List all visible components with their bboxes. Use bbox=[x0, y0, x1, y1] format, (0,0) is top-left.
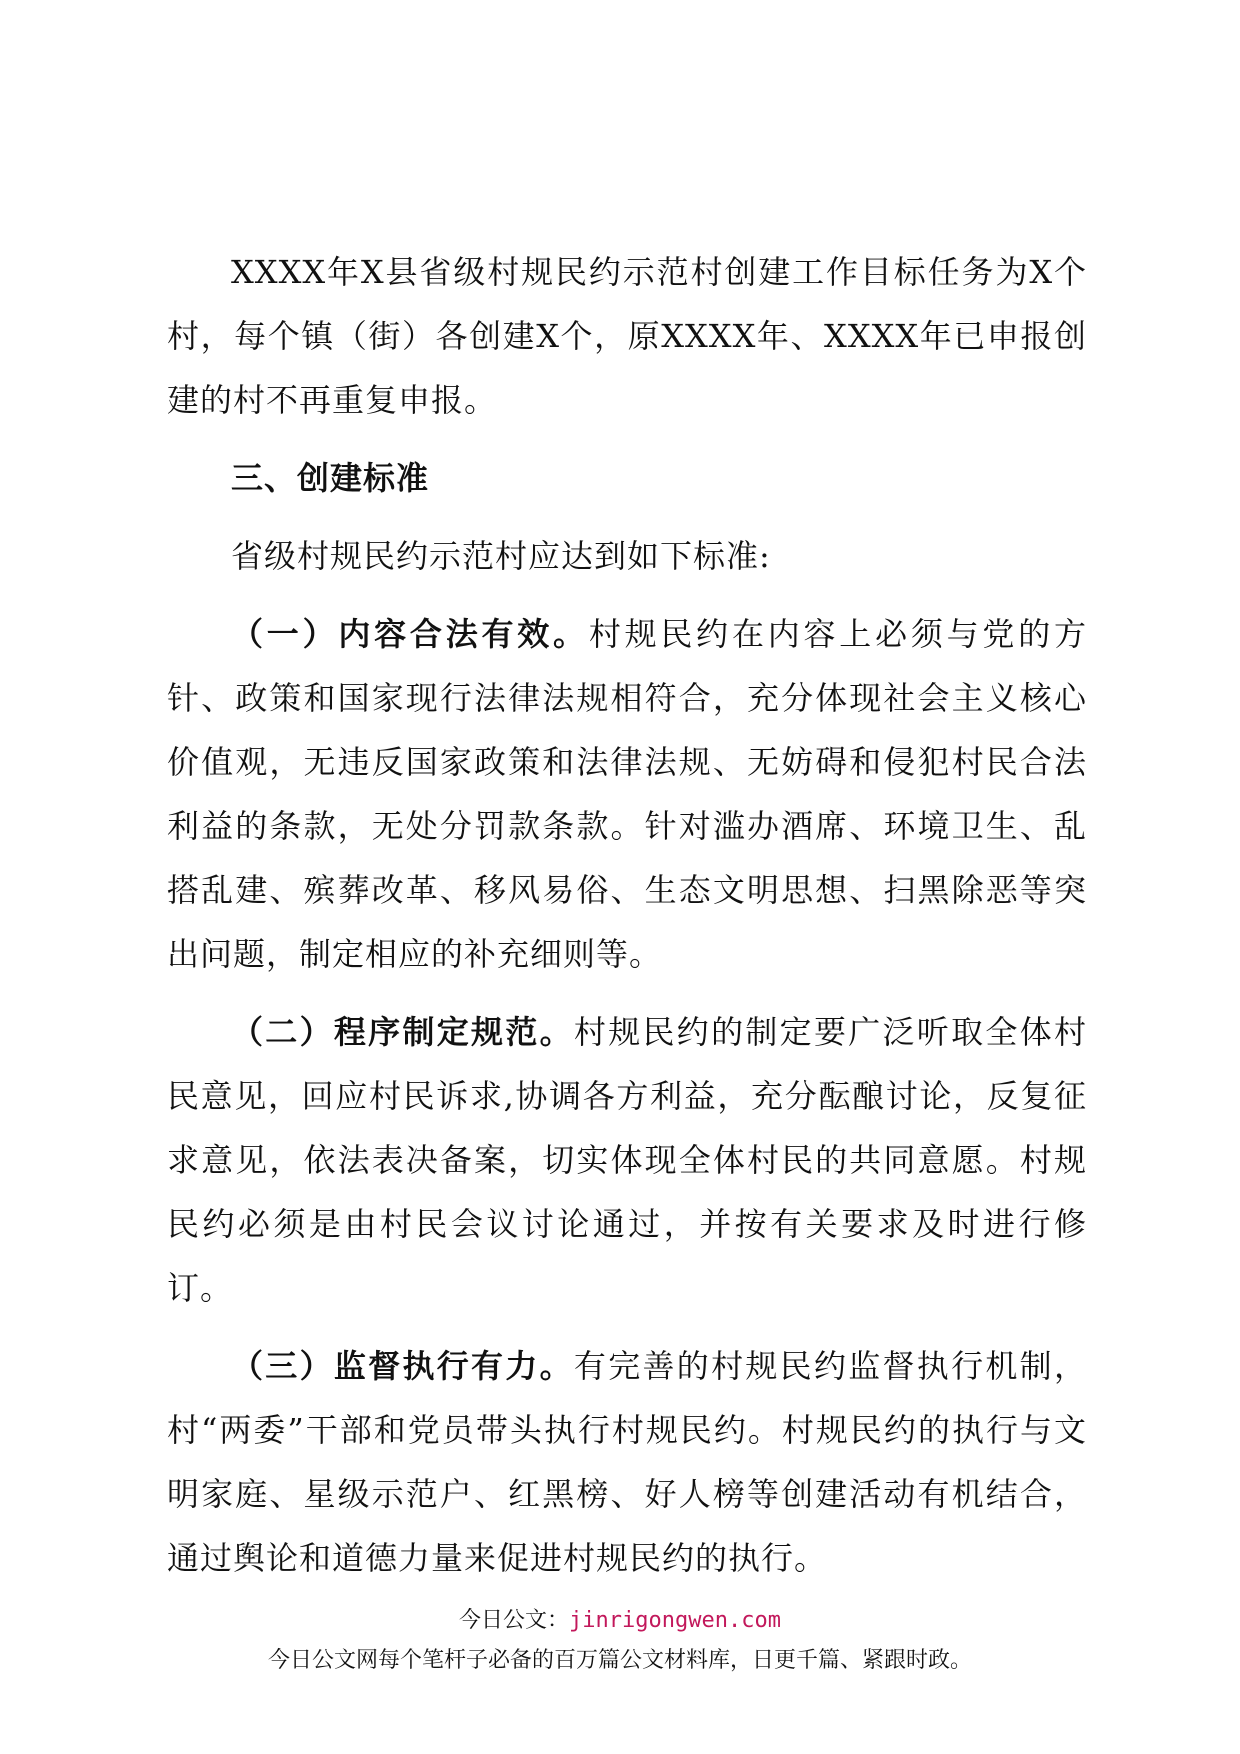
paragraph-lead: （一）内容合法有效。 bbox=[231, 615, 589, 653]
paragraph-standard-3 bbox=[167, 1334, 1087, 1590]
footer-slogan bbox=[0, 1643, 1240, 1674]
paragraph-lead: （三）监督执行有力。 bbox=[231, 1347, 574, 1385]
footer-site-label: 今日公文： bbox=[459, 1608, 570, 1633]
paragraph-text: 村规民约在内容上必须与党的方针、政策和国家现行法律法规相符合，充分体现社会主义核心价值观，无违反国家政策和法律法规、无妨碍和侵犯村民合法利益的条款，无处分罚款条款。针对滥办酒席、环境卫生、乱搭乱建、殡葬改革、移风易俗、生态文明思想、扫黑除恶等突出问题，制定相应的补充细则等。 bbox=[167, 615, 1087, 973]
footer-site-url[interactable]: jinrigongwen.com bbox=[569, 1608, 781, 1633]
paragraph-targets bbox=[167, 240, 1087, 432]
paragraph-standard-1 bbox=[167, 602, 1087, 986]
paragraph-standards-intro bbox=[167, 524, 1087, 588]
section-heading-standards bbox=[167, 446, 1087, 510]
paragraph-lead: （二）程序制定规范。 bbox=[231, 1013, 574, 1051]
footer-slogan-text: 今日公文网每个笔杆子必备的百万篇公文材料库，日更千篇、紧跟时政。 bbox=[267, 1648, 972, 1673]
paragraph-text: 省级村规民约示范村应达到如下标准: bbox=[231, 537, 771, 575]
paragraph-standard-2 bbox=[167, 1000, 1087, 1320]
paragraph-text: 有完善的村规民约监督执行机制，村“两委”干部和党员带头执行村规民约。村规民约的执行与文明家庭、星级示范户、红黑榜、好人榜等创建活动有机结合，通过舆论和道德力量来促进村规民约的执行。 bbox=[167, 1347, 1087, 1577]
footer-site bbox=[0, 1603, 1240, 1634]
document-body bbox=[167, 240, 1087, 1590]
section-heading-text: 三、创建标准 bbox=[231, 459, 430, 497]
paragraph-text: 村规民约的制定要广泛听取全体村民意见，回应村民诉求,协调各方利益，充分酝酿讨论，反复征求意见，依法表决备案，切实体现全体村民的共同意愿。村规民约必须是由村民会议讨论通过，并按有关要求及时进行修订。 bbox=[167, 1013, 1087, 1307]
paragraph-text: XXXX年X县省级村规民约示范村创建工作目标任务为X个村，每个镇（街）各创建X个，原XXXX年、XXXX年已申报创建的村不再重复申报。 bbox=[167, 253, 1087, 419]
